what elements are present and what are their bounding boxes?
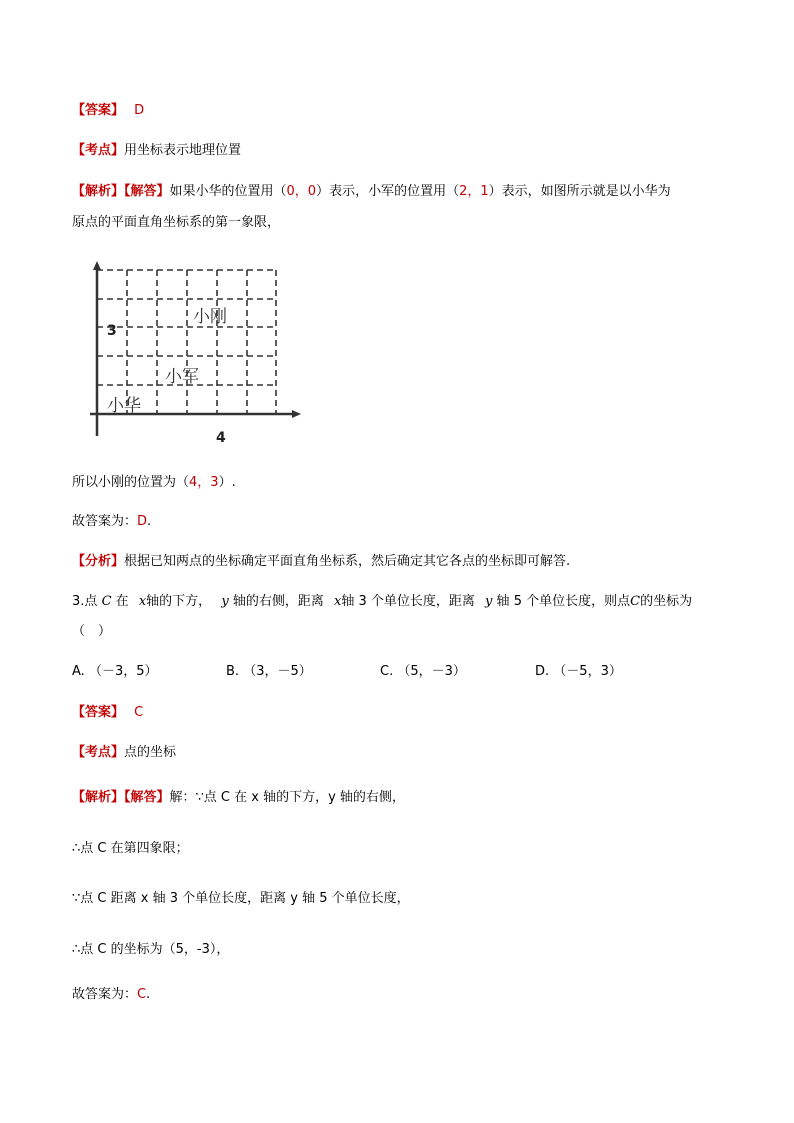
guda-text-a-2: 故答案为： (72, 987, 138, 1002)
guda-value-2: C (137, 987, 147, 1002)
jiexi-coord-a: 0，0 (286, 184, 317, 199)
guda-line-1 (72, 512, 151, 532)
q3-text-6: 个单位长度，距离 (370, 594, 475, 609)
guda-text-a: 故答案为： (72, 514, 138, 529)
solution-step-1-text: ∴点 C 在第四象限； (72, 841, 189, 856)
solution-step-1 (72, 839, 189, 859)
option-b-value: （3，－5） (243, 664, 312, 679)
option-d-value: （－5，3） (553, 664, 622, 679)
jiexi-tag: 【解析】【解答】 (72, 184, 170, 199)
answer-value-2: C (134, 705, 144, 720)
fenxi-tag: 【分析】 (72, 554, 125, 569)
question-3-stem-line-2 (72, 622, 111, 642)
jiexi-text-e: ）表示，如图所示就是以小华为 (488, 184, 671, 199)
answer-line-2 (72, 703, 143, 723)
answer-tag-2: 【答案】 (72, 705, 125, 720)
grid-label-xiaojun: 小军 (165, 367, 199, 387)
q3-text-7: 轴 (496, 594, 510, 609)
result-line (72, 473, 236, 493)
option-a[interactable] (72, 662, 157, 682)
jiexi-tag-2: 【解析】【解答】 (72, 790, 170, 805)
answer-blank: （ ） (72, 624, 112, 639)
question-number: 3. (72, 594, 85, 609)
kaodian-text-2: 点的坐标 (124, 745, 177, 760)
grid-label-xiaohua: 小华 (107, 396, 141, 416)
q3-text-3: 轴的下方， (146, 594, 212, 609)
y-axis-arrow (93, 261, 101, 270)
q3-var-y-1: y (221, 594, 229, 609)
option-a-letter: A. (72, 664, 85, 679)
result-text-a: 所以小刚的位置为（ (72, 475, 190, 490)
jiexi-line-1 (72, 182, 671, 202)
result-text-c: ）. (218, 475, 236, 490)
coordinate-grid-figure (88, 258, 308, 450)
kaodian-tag-2: 【考点】 (72, 745, 125, 760)
q3-number-5: 5 (513, 594, 522, 609)
x-axis-arrow (292, 410, 301, 418)
jiexi-text-line2: 原点的平面直角坐标系的第一象限， (72, 215, 281, 230)
fenxi-text: 根据已知两点的坐标确定平面直角坐标系，然后确定其它各点的坐标即可解答. (124, 554, 571, 569)
jiexi-text-q3: 解：∵点 C 在 x 轴的下方，y 轴的右侧， (169, 790, 405, 805)
q3-text-8: 个单位长度，则点 (526, 594, 631, 609)
result-coord: 4，3 (189, 475, 219, 490)
q3-var-c-2: C (630, 594, 641, 609)
q3-text-9: 的坐标为 (640, 594, 693, 609)
jiexi-coord-b: 2，1 (459, 184, 489, 199)
grid-label-x: 4 (216, 430, 226, 446)
jiexi-line-q3 (72, 788, 405, 808)
q3-number-3: 3 (358, 594, 367, 609)
answer-value: D (134, 103, 145, 118)
kaodian-line-1 (72, 141, 241, 161)
grid-label-xiaogang: 小刚 (193, 307, 227, 327)
option-b[interactable] (226, 662, 312, 682)
option-d[interactable] (535, 662, 622, 682)
jiexi-text-a: 如果小华的位置用（ (169, 184, 287, 199)
q3-text-5: 轴 (341, 594, 355, 609)
jiexi-text-c: ）表示，小军的位置用（ (316, 184, 460, 199)
q3-var-c-1: C (101, 594, 112, 609)
option-d-letter: D. (535, 664, 550, 679)
solution-step-2-text: ∵点 C 距离 x 轴 3 个单位长度，距离 y 轴 5 个单位长度， (72, 891, 410, 906)
grid-dashed-lines (97, 270, 276, 414)
fenxi-line (72, 552, 570, 572)
answer-line-1 (72, 101, 144, 121)
guda-text-c-2: . (146, 987, 151, 1002)
q3-var-x-2: x (333, 594, 342, 609)
option-c-letter: C. (380, 664, 394, 679)
guda-text-c: . (147, 514, 152, 529)
option-c[interactable] (380, 662, 466, 682)
q3-text-1: 点 (84, 594, 98, 609)
jiexi-line-2 (72, 213, 280, 233)
kaodian-tag: 【考点】 (72, 143, 125, 158)
q3-var-y-2: y (485, 594, 493, 609)
option-b-letter: B. (226, 664, 240, 679)
question-3-stem-line-1 (72, 592, 692, 612)
answer-tag: 【答案】 (72, 103, 125, 118)
option-a-value: （－3，5） (88, 664, 158, 679)
option-c-value: （5，－3） (397, 664, 466, 679)
q3-text-4: 轴的右侧，距离 (232, 594, 324, 609)
solution-step-2 (72, 889, 410, 909)
kaodian-text: 用坐标表示地理位置 (124, 143, 242, 158)
solution-step-3 (72, 940, 229, 960)
solution-step-3-text: ∴点 C 的坐标为（5，-3）， (72, 942, 230, 957)
options-row (72, 662, 712, 682)
guda-value-1: D (137, 514, 148, 529)
q3-text-2: 在 (115, 594, 129, 609)
q3-var-x-1: x (138, 594, 147, 609)
kaodian-line-2 (72, 743, 176, 763)
grid-label-y: 3 (107, 323, 117, 339)
guda-line-2 (72, 985, 150, 1005)
